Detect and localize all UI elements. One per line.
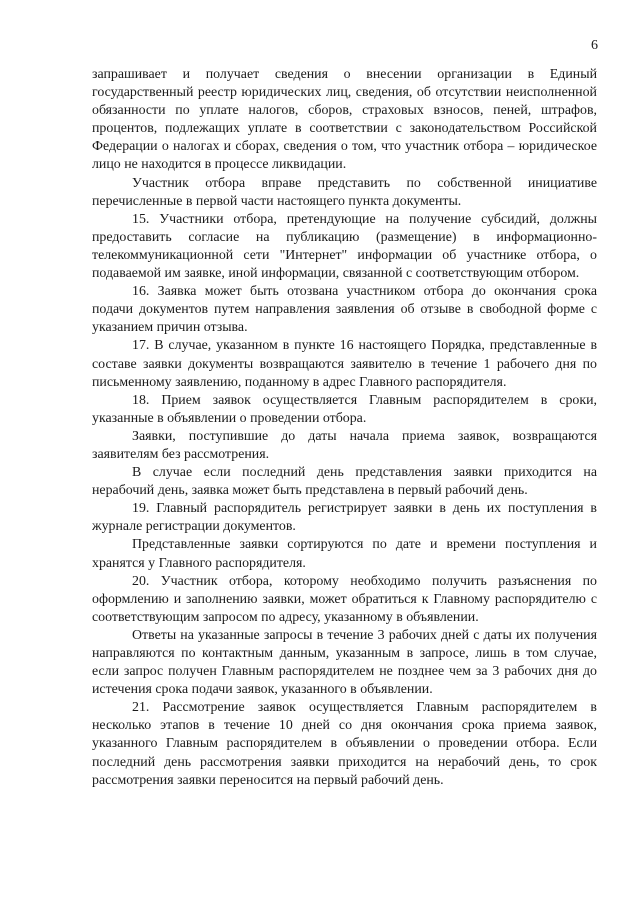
paragraph-clause-21: 21. Рассмотрение заявок осуществляется Главным распорядителем в несколько этапов в течение 10 дней со дня окончания срока приема заявок, указанного Главным распорядителем в объявлении о проведении отбора. Если последний день рассмотрения заявки приходится на нерабочий день, то срок рассмотрения заявки переносится на первый рабочий день. [92, 700, 597, 788]
paragraph-sorting: Представленные заявки сортируются по дате и времени поступления и хранятся у Главного распорядителя. [92, 537, 597, 571]
paragraph-answers: Ответы на указанные запросы в течение 3 рабочих дней с даты их получения направляются по контактным данным, указанным в запросе, лишь в том случае, если запрос получен Главным распорядителем не позднее чем за 3 рабочих дня до истечения срока подачи заявок, указанного в объявлении. [92, 627, 597, 698]
paragraph-clause-17: 17. В случае, указанном в пункте 16 настоящего Порядка, представленные в составе заявки документы возвращаются заявителю в течение 1 рабочего дня по письменному заявлению, поданному в адрес Главного распорядителя. [92, 338, 597, 390]
paragraph-non-working-day: В случае если последний день представления заявки приходится на нерабочий день, заявка может быть представлена в первый рабочий день. [92, 465, 597, 499]
page-number: 6 [591, 38, 598, 53]
paragraph-clause-20: 20. Участник отбора, которому необходимо получить разъяснения по оформлению и заполнению заявки, может обратиться к Главному распорядителю с соответствующим запросом по адресу, указанному в объявлении. [92, 573, 597, 625]
document-body [92, 66, 597, 790]
paragraph-clause-15: 15. Участники отбора, претендующие на получение субсидий, должны предоставить согласие на публикацию (размещение) в информационно-телекоммуникационной сети "Интернет" информации об участнике отбора, о подаваемой им заявке, иной информации, связанной с соответствующим отбором. [92, 211, 597, 282]
paragraph-clause-19: 19. Главный распорядитель регистрирует заявки в день их поступления в журнале регистрации документов. [92, 501, 597, 535]
paragraph-clause-16: 16. Заявка может быть отозвана участником отбора до окончания срока подачи документов путем направления заявления об отзыве в свободной форме с указанием причин отзыва. [92, 284, 597, 336]
paragraph-early-applications: Заявки, поступившие до даты начала приема заявок, возвращаются заявителям без рассмотрения. [92, 428, 597, 462]
paragraph-optional-documents: Участник отбора вправе представить по собственной инициативе перечисленные в первой части настоящего пункта документы. [92, 175, 597, 209]
paragraph-clause-18: 18. Прием заявок осуществляется Главным распорядителем в сроки, указанные в объявлении о проведении отбора. [92, 392, 597, 426]
paragraph-continuation: запрашивает и получает сведения о внесении организации в Единый государственный реестр юридических лиц, сведения, об отсутствии неисполненной обязанности по уплате налогов, сборов, страховых взносов, пеней, штрафов, процентов, подлежащих уплате в соответствии с законодательством Российской Федерации о налогах и сборах, сведения о том, что участник отбора – юридическое лицо не находится в процессе ликвидации. [92, 67, 597, 173]
